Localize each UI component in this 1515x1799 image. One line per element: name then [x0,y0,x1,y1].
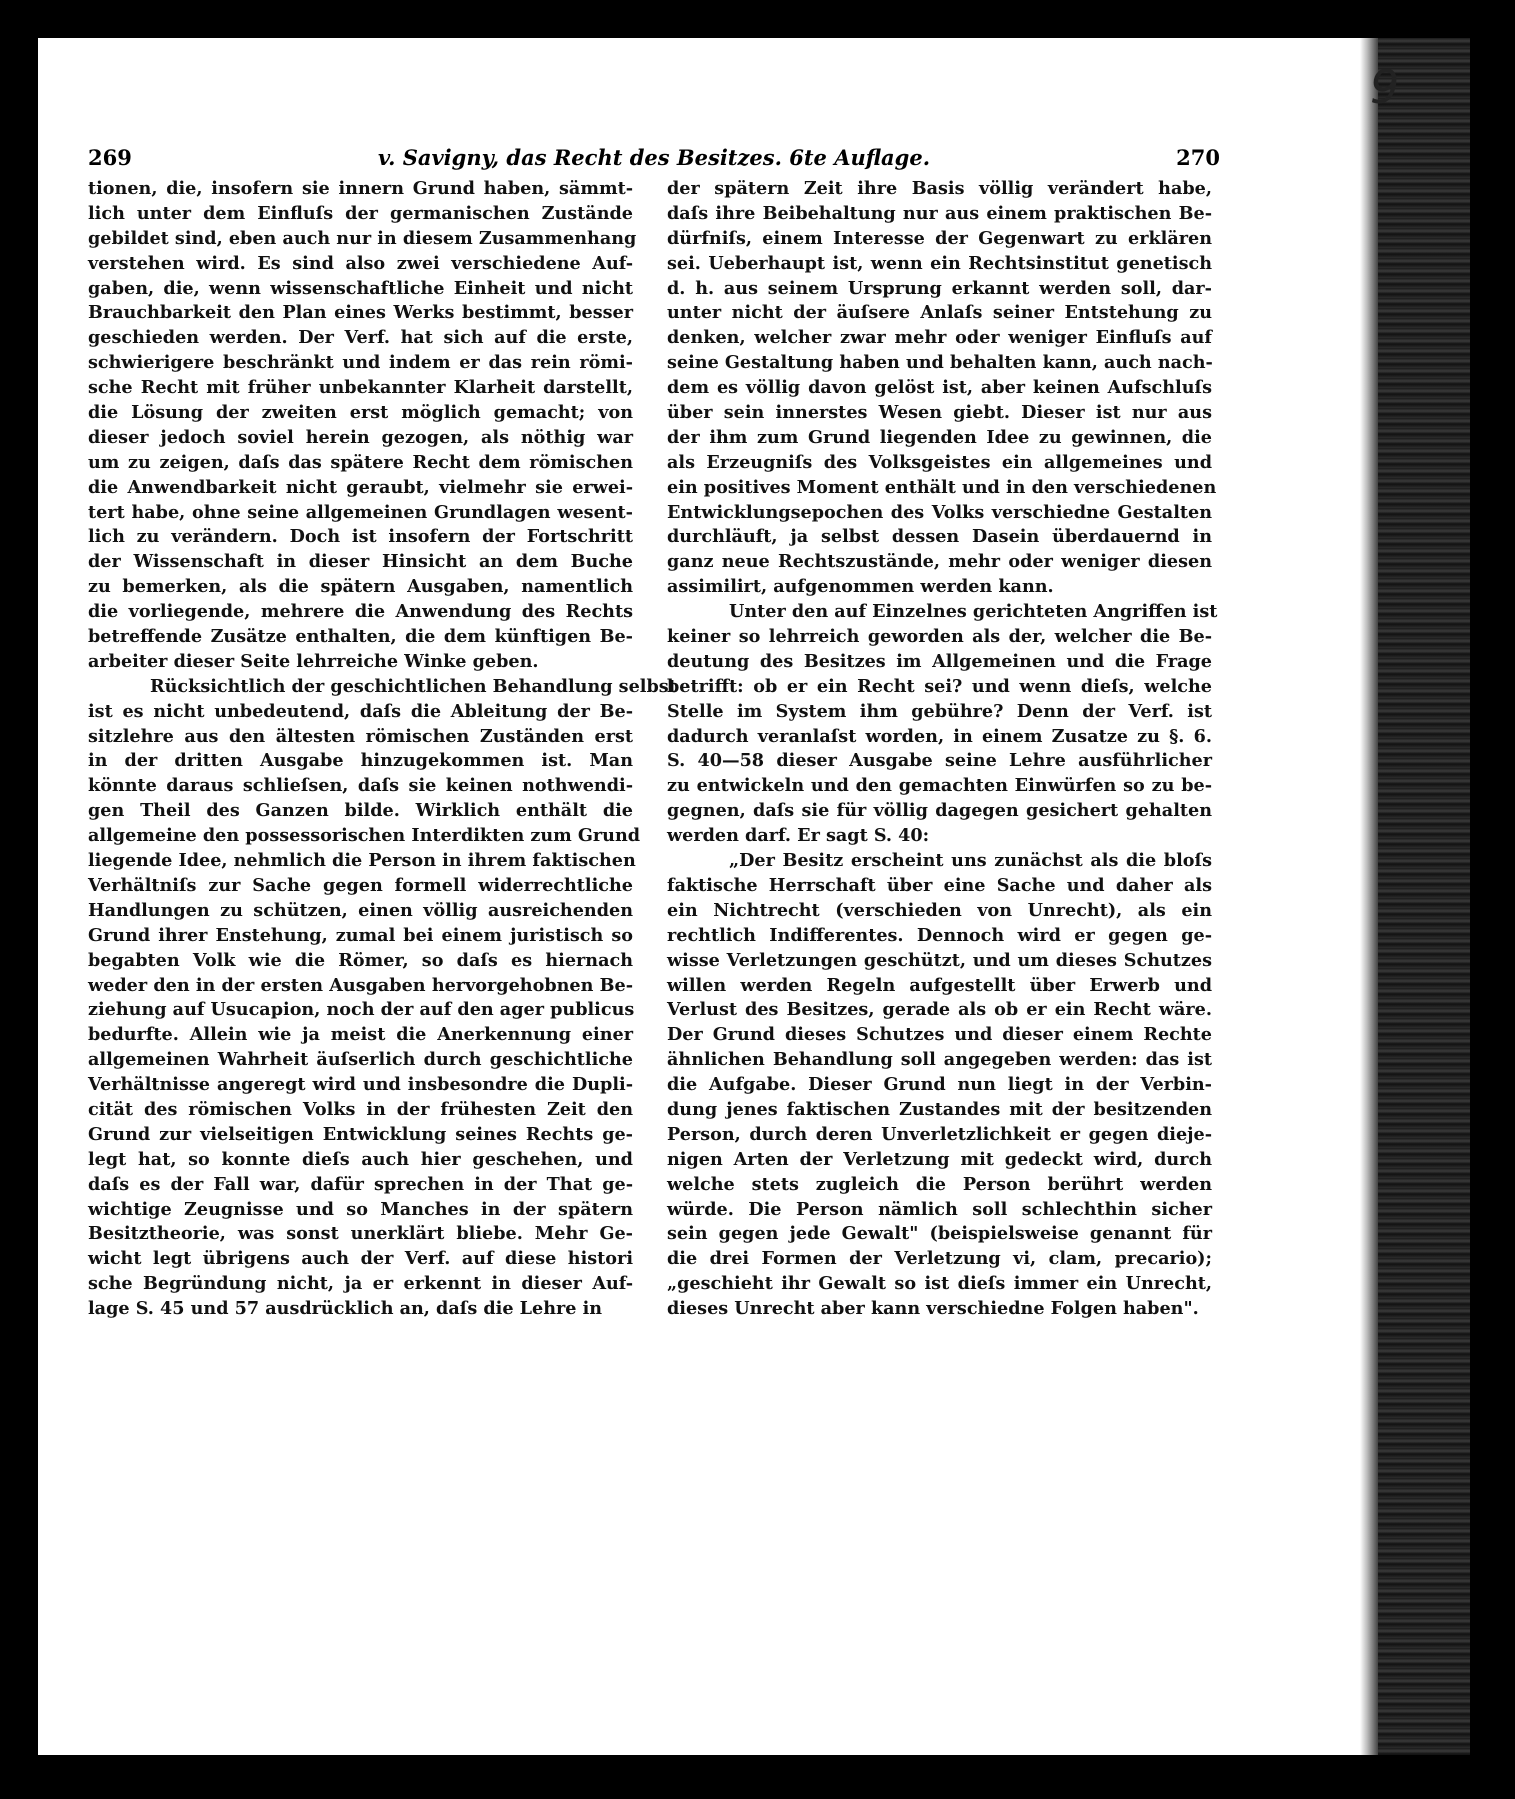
text-line: geschieden werden. Der Verf. hat sich auf die erste, [88,327,633,349]
text-line: wicht legt übrigens auch der Verf. auf diese histori [88,1248,633,1270]
right-column [667,177,1218,1322]
text-line: sei. Ueberhaupt ist, wenn ein Rechtsinstitut genetisch [667,252,1212,274]
text-line: dieses Unrecht aber kann verschiedne Folgen haben". [667,1298,1199,1320]
text-line: gen Theil des Ganzen bilde. Wirklich enthält die [88,800,633,822]
text-line: Besitztheorie, was sonst unerklärt bliebe. Mehr Ge- [88,1223,633,1245]
text-line: zu entwickeln und den gemachten Einwürfen so zu be- [667,775,1212,797]
text-line: Handlungen zu schützen, einen völlig ausreichenden [88,899,633,921]
running-title: v. Savigny, das Recht des Besitzes. 6te Auflage. [377,145,931,170]
text-line: Verhältnisse angeregt wird und insbesondre die Dupli- [88,1074,633,1096]
text-line: „geschieht ihr Gewalt so ist dieſs immer ein Unrecht, [667,1273,1212,1295]
text-line: „Der Besitz erscheint uns zunächst als die bloſs [729,850,1212,872]
text-line: bedurfte. Allein wie ja meist die Anerkennung einer [88,1024,633,1046]
text-line: werden darf. Er sagt S. 40: [667,825,930,847]
left-column [88,177,677,1322]
text-line: Verlust des Besitzes, gerade als ob er ein Recht wäre. [667,999,1212,1021]
text-line: ein Nichtrecht (verschieden von Unrecht), als ein [667,899,1212,921]
text-line: faktische Herrschaft über eine Sache und daher als [667,874,1212,896]
text-line: weder den in der ersten Ausgaben hervorgehobnen Be- [88,974,633,996]
text-line: betreffende Zusätze enthalten, die dem künftigen Be- [88,626,633,648]
book-binding [1378,38,1470,1755]
text-line: könnte daraus schlieſsen, daſs sie keinen nothwendi- [88,775,633,797]
text-line: Unter den auf Einzelnes gerichteten Angriffen ist [729,601,1218,623]
page-number-right: 270 [1176,145,1220,170]
text-line: gaben, die, wenn wissenschaftliche Einheit und nicht [88,277,633,299]
text-line: sche Recht mit früher unbekannter Klarheit darstellt, [88,377,633,399]
text-line: Der Grund dieses Schutzes und dieser einem Rechte [667,1024,1212,1046]
text-line: wichtige Zeugnisse und so Manches in der spätern [88,1198,633,1220]
text-line: cität des römischen Volks in der frühesten Zeit den [88,1098,633,1120]
text-line: als Erzeugniſs des Volksgeistes ein allgemeines und [667,451,1212,473]
text-line: Entwicklungsepochen des Volks verschiedne Gestalten [667,501,1212,523]
text-line: dem es völlig davon gelöst ist, aber keinen Aufschluſs [667,377,1212,399]
text-line: Stelle im System ihm gebühre? Denn der Verf. ist [667,700,1212,722]
text-line: zu bemerken, als die spätern Ausgaben, namentlich [88,576,633,598]
text-line: rechtlich Indifferentes. Dennoch wird er gegen ge- [667,924,1212,946]
text-line: lich unter dem Einfluſs der germanischen Zustände [88,202,633,224]
text-line: legt hat, so konnte dieſs auch hier geschehen, und [88,1148,633,1170]
text-line: die drei Formen der Verletzung vi, clam, precario); [667,1248,1212,1270]
text-line: Grund ihrer Enstehung, zumal bei einem juristisch so [88,924,633,946]
text-line: willen werden Regeln aufgestellt über Erwerb und [667,974,1212,996]
text-line: Grund zur vielseitigen Entwicklung seines Rechts ge- [88,1123,633,1145]
text-line: arbeiter dieser Seite lehrreiche Winke geben. [88,650,539,672]
text-line: allgemeine den possessorischen Interdikten zum Grund [88,825,641,847]
text-line: sitzlehre aus den ältesten römischen Zuständen erst [88,725,633,747]
text-line: deutung des Besitzes im Allgemeinen und die Frage [667,650,1212,672]
text-line: dung jenes faktischen Zustandes mit der besitzenden [667,1098,1212,1120]
text-line: lage S. 45 und 57 ausdrücklich an, daſs die Lehre in [88,1298,603,1320]
text-line: S. 40—58 dieser Ausgabe seine Lehre ausführlicher [667,750,1212,772]
text-line: in der dritten Ausgabe hinzugekommen ist. Man [88,750,633,772]
text-line: Brauchbarkeit den Plan eines Werks bestimmt, besser [88,302,633,324]
text-line: sche Begründung nicht, ja er erkennt in dieser Auf- [88,1273,633,1295]
text-line: die vorliegende, mehrere die Anwendung des Rechts [88,601,633,623]
text-line: dadurch veranlaſst worden, in einem Zusatze zu §. 6. [667,725,1212,747]
text-line: durchläuft, ja selbst dessen Dasein überdauernd in [667,526,1212,548]
text-line: unter nicht der äuſsere Anlaſs seiner Entstehung zu [667,302,1212,324]
text-line: lich zu verändern. Doch ist insofern der Fortschritt [88,526,633,548]
text-line: dürfniſs, einem Interesse der Gegenwart zu erklären [667,227,1212,249]
text-line: allgemeinen Wahrheit äuſserlich durch geschichtliche [88,1049,633,1071]
text-line: wisse Verletzungen geschützt, und um dieses Schutzes [667,949,1212,971]
text-line: ziehung auf Usucapion, noch der auf den ager publicus [88,999,635,1021]
text-line: Verhältniſs zur Sache gegen formell widerrechtliche [88,874,633,896]
text-line: denken, welcher zwar mehr oder weniger Einfluſs auf [667,327,1212,349]
text-line: welche stets zugleich die Person berührt werden [667,1173,1212,1195]
text-line: die Lösung der zweiten erst möglich gemacht; von [88,402,633,424]
text-line: um zu zeigen, daſs das spätere Recht dem römischen [88,451,633,473]
text-line: schwierigere beschränkt und indem er das rein römi- [88,352,633,374]
text-line: Person, durch deren Unverletzlichkeit er gegen dieje- [667,1123,1212,1145]
text-line: dieser jedoch soviel herein gezogen, als nöthig war [88,426,633,448]
text-line: ist es nicht unbedeutend, daſs die Ableitung der Be- [88,700,633,722]
text-line: daſs es der Fall war, dafür sprechen in der That ge- [88,1173,633,1195]
text-line: tionen, die, insofern sie innern Grund haben, sämmt- [88,178,633,199]
text-line: gebildet sind, eben auch nur in diesem Zusammenhang [88,227,637,249]
text-line: der ihm zum Grund liegenden Idee zu gewinnen, die [667,426,1212,448]
text-line: die Aufgabe. Dieser Grund nun liegt in der Verbin- [667,1074,1212,1096]
text-line: würde. Die Person nämlich soll schlechthin sicher [667,1198,1212,1220]
page-number-left: 269 [88,145,132,170]
text-line: liegende Idee, nehmlich die Person in ihrem faktischen [88,850,636,872]
text-line: assimilirt, aufgenommen werden kann. [667,576,1054,598]
text-line: verstehen wird. Es sind also zwei verschiedene Auf- [88,252,633,274]
text-line: daſs ihre Beibehaltung nur aus einem praktischen Be- [667,202,1212,224]
text-line: nigen Arten der Verletzung mit gedeckt wird, durch [667,1148,1212,1170]
text-line: die Anwendbarkeit nicht geraubt, vielmehr sie erwei- [88,476,633,498]
text-line: ein positives Moment enthält und in den verschiedenen [667,476,1217,498]
folio-number: 9 [1370,60,1400,114]
text-line: über sein innerstes Wesen giebt. Dieser ist nur aus [667,402,1212,424]
binding-shadow [1360,38,1378,1755]
text-line: betrifft: ob er ein Recht sei? und wenn dieſs, welche [667,675,1212,697]
text-line: ähnlichen Behandlung soll angegeben werden: das ist [667,1049,1212,1071]
text-line: der spätern Zeit ihre Basis völlig verändert habe, [667,178,1212,199]
text-line: gegnen, daſs sie für völlig dagegen gesichert gehalten [667,800,1212,822]
text-line: seine Gestaltung haben und behalten kann, auch nach- [667,352,1213,374]
text-line: der Wissenschaft in dieser Hinsicht an dem Buche [88,551,633,573]
text-line: keiner so lehrreich geworden als der, welcher die Be- [667,626,1212,648]
text-line: ganz neue Rechtszustände, mehr oder weniger diesen [667,551,1212,573]
text-line: tert habe, ohne seine allgemeinen Grundlagen wesent- [88,501,633,523]
text-line: begabten Volk wie die Römer, so daſs es hiernach [88,949,633,971]
text-line: sein gegen jede Gewalt" (beispielsweise genannt für [667,1223,1212,1245]
text-line: Rücksichtlich der geschichtlichen Behandlung selbst [150,675,677,697]
text-line: d. h. aus seinem Ursprung erkannt werden soll, dar- [667,277,1212,299]
